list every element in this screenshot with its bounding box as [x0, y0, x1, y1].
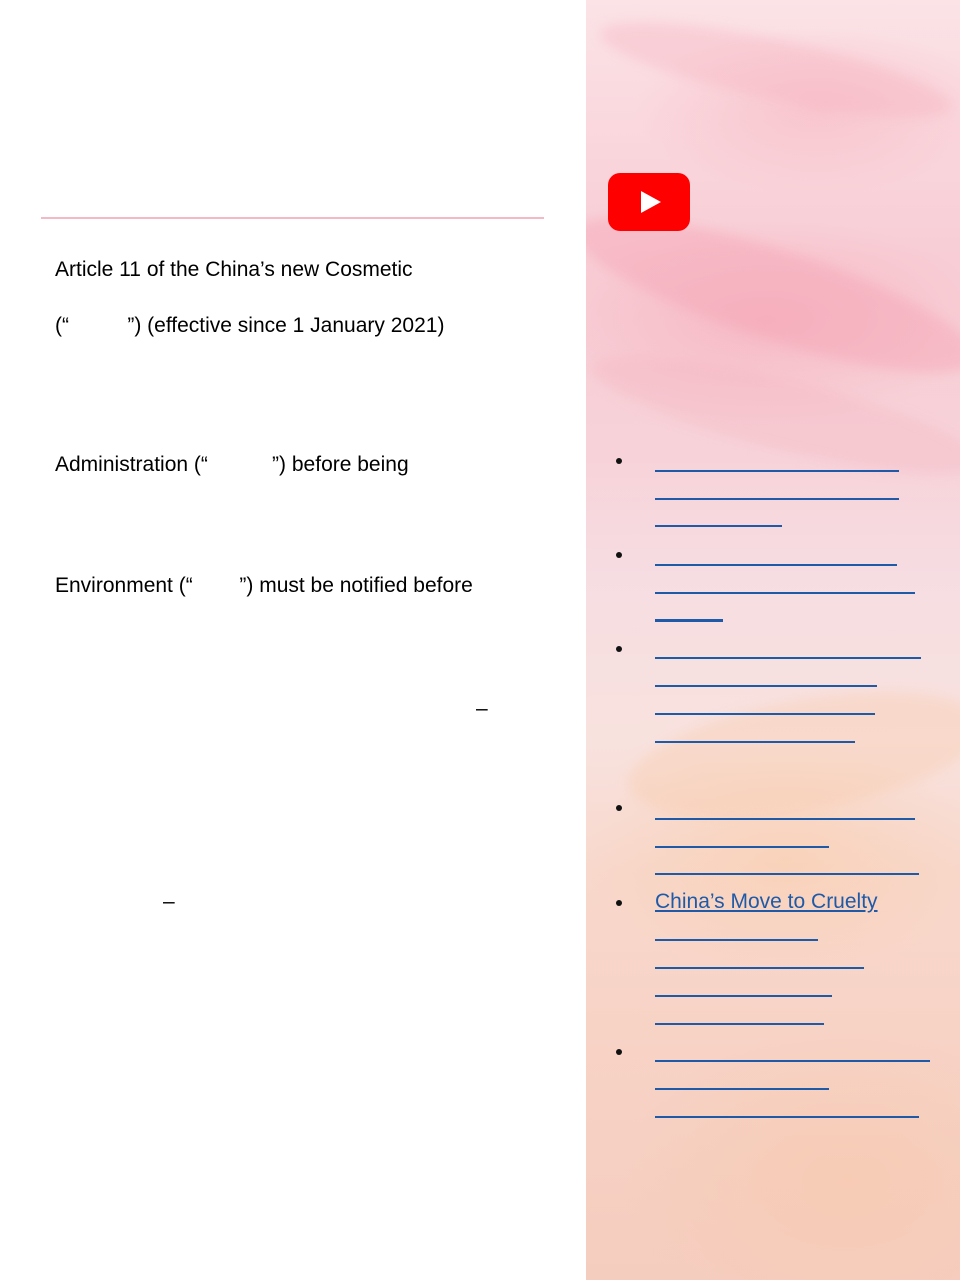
link-underline[interactable] [655, 713, 875, 715]
link-underline[interactable] [655, 498, 899, 500]
bullet-icon [616, 900, 622, 906]
link-underline[interactable] [655, 685, 877, 687]
article-line-3: Administration (“ ”) before being [55, 453, 409, 476]
bullet-icon [616, 552, 622, 558]
bullet-icon [616, 805, 622, 811]
link-underline[interactable] [655, 967, 864, 969]
link-underline[interactable] [655, 592, 915, 594]
bullet-icon [616, 1049, 622, 1055]
youtube-play-icon[interactable] [608, 173, 690, 231]
divider [41, 217, 544, 219]
link-underline[interactable] [655, 1088, 829, 1090]
play-triangle-icon [641, 191, 661, 213]
link-underline[interactable] [655, 470, 899, 472]
link-underline[interactable] [655, 657, 921, 659]
link-underline[interactable] [655, 619, 723, 622]
article-line-1: Article 11 of the China’s new Cosmetic [55, 258, 413, 281]
sidebar-panel [586, 0, 960, 1280]
link-underline[interactable] [655, 995, 832, 997]
link-underline[interactable] [655, 741, 855, 743]
watercolor-stroke [594, 3, 959, 137]
link-underline[interactable] [655, 1116, 919, 1118]
sidebar-link-5[interactable]: China’s Move to Cruelty [655, 890, 878, 913]
link-underline[interactable] [655, 873, 919, 875]
article-line-2: (“ ”) (effective since 1 January 2021) [55, 314, 445, 337]
dash-1: – [476, 697, 488, 720]
watercolor-stroke [619, 670, 960, 841]
bullet-icon [616, 646, 622, 652]
article-line-4: Environment (“ ”) must be notified before [55, 574, 473, 597]
link-underline[interactable] [655, 525, 782, 527]
link-underline[interactable] [655, 564, 897, 566]
link-underline[interactable] [655, 1023, 824, 1025]
link-underline[interactable] [655, 846, 829, 848]
bullet-icon [616, 458, 622, 464]
dash-2: – [163, 890, 175, 913]
link-underline[interactable] [655, 818, 915, 820]
link-underline[interactable] [655, 1060, 930, 1062]
link-underline[interactable] [655, 939, 818, 941]
